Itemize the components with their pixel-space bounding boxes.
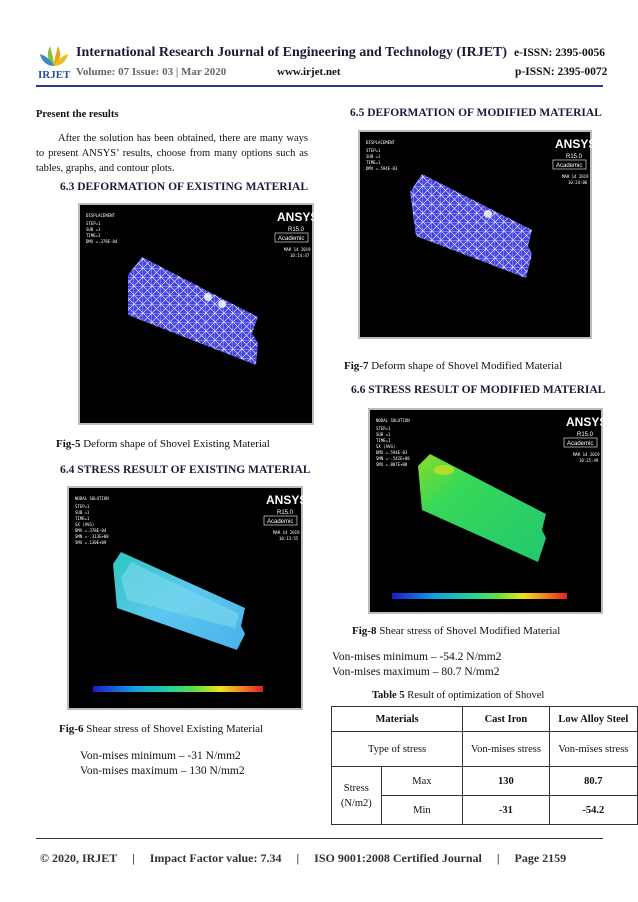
fig7-caption-text: Deform shape of Shovel Modified Material [371,360,563,372]
fig7-image [358,130,597,339]
fig7-caption [344,360,562,372]
fig5-clock: 10:14:47 [290,253,310,258]
fig6-academic: Academic [267,519,294,525]
footer-iso: ISO 9001:2008 Certified Journal [314,851,482,865]
section-6-4-heading: 6.4 STRESS RESULT OF EXISTING MATERIAL [60,464,311,476]
fig8-image [368,408,608,614]
fig7-label: Fig-7 [344,360,369,372]
fig7-title: DISPLACEMENT [366,140,395,145]
footer: © 2020, IRJET | Impact Factor value: 7.34 | ISO 9001:2008 Certified Journal | Page 2159 [40,851,567,865]
fig7-dmx: DMX =.594E-03 [366,166,398,171]
fig8-step: STEP=1 [376,426,391,431]
section-6-6-heading: 6.6 STRESS RESULT OF MODIFIED MATERIAL [351,384,606,396]
fig8-academic: Academic [567,441,594,447]
journal-title: International Research Journal of Engineering and Technology (IRJET) [76,45,508,60]
fig8-sub: SUB =1 [376,432,391,437]
fig6-caption [59,723,263,735]
fig5-sub: SUB =1 [86,227,101,232]
min-label: Min [381,796,462,825]
existing-vonmises-min: Von-mises minimum – -31 N/mm2 [80,750,241,762]
fig8-title: NODAL SOLUTION [376,418,410,423]
min-cast-iron: -31 [463,796,549,825]
fig7-step: STEP=1 [366,148,381,153]
type-of-stress-label: Type of stress [332,732,463,767]
modified-vonmises-max: Von-mises maximum – 80.7 N/mm2 [332,666,500,678]
col-materials: Materials [332,707,463,732]
irjet-logo [38,42,70,82]
fig6-date: MAR 14 2019 [273,530,300,535]
fig8-legend-bar [392,593,567,599]
fig7-release: R15.0 [566,154,583,160]
section-6-5-heading: 6.5 DEFORMATION OF MODIFIED MATERIAL [350,107,602,119]
fig8-line-3: SMN =-.542E+08 [376,456,410,461]
fig5-caption-text: Deform shape of Shovel Existing Material [83,438,270,450]
present-results-heading: Present the results [36,109,119,120]
fig6-line-1: SX (AVG) [75,522,95,527]
pissn: p-ISSN: 2395-0072 [515,66,608,78]
fig5-time-step: TIME=1 [86,233,101,238]
present-results-paragraph [36,131,308,176]
header-divider [36,85,603,87]
footer-page: Page 2159 [514,851,567,865]
fig6-clock: 10:13:55 [279,536,299,541]
max-cast-iron: 130 [463,767,549,796]
logo-text: IRJET [38,69,71,81]
modified-vonmises [332,650,501,680]
fig7-academic: Academic [556,163,583,169]
fig6-sub: SUB =1 [75,510,90,515]
fig6-step: STEP=1 [75,504,90,509]
stress-unit-label: Stress (N/m2) [332,767,382,825]
fig7-ansys-brand: ANSYS [555,137,597,151]
table5-caption-text: Result of optimization of Shovel [407,690,545,701]
present-results-text: After the solution has been obtained, there are many ways to present ANSYS’ results, choose from many options such as tables, graphs, and contour plots. [36,133,308,174]
volume-issue: Volume: 07 Issue: 03 | Mar 2020 [76,66,227,78]
fig6-line-4: SMX =.130E+09 [75,540,107,545]
col-cast-iron: Cast Iron [463,707,549,732]
fig8-clock: 10:25:49 [579,458,599,463]
fig5-dmx: DMX =.378E-04 [86,239,118,244]
fig7-clock: 10:24:06 [568,180,588,185]
fig8-date: MAR 14 2019 [573,452,600,457]
table5-caption [372,690,544,701]
fig6-caption-text: Shear stress of Shovel Existing Material [86,723,264,735]
fig6-image [67,486,308,710]
optimization-table [331,706,638,825]
fig5-date: MAR 14 2019 [284,247,311,252]
fig5-step: STEP=1 [86,221,101,226]
fig6-ansys-brand: ANSYS [266,493,308,507]
fig5-academic: Academic [278,236,305,242]
fig8-ansys-brand: ANSYS [566,415,608,429]
type-low-alloy: Von-mises stress [549,732,637,767]
fig6-label: Fig-6 [59,723,84,735]
fig8-release: R15.0 [577,432,594,438]
fig5-caption [56,438,270,450]
eissn: e-ISSN: 2395-0056 [514,47,606,59]
col-low-alloy-steel: Low Alloy Steel [549,707,637,732]
max-label: Max [381,767,462,796]
fig8-caption-text: Shear stress of Shovel Modified Material [379,625,561,637]
fig5-title: DISPLACEMENT [86,213,115,218]
fig6-release: R15.0 [277,510,294,516]
section-6-3-heading: 6.3 DEFORMATION OF EXISTING MATERIAL [60,181,309,193]
fig8-caption [352,625,560,637]
fig8-label: Fig-8 [352,625,377,637]
footer-copyright: © 2020, IRJET [40,851,118,865]
existing-vonmises-max: Von-mises maximum – 130 N/mm2 [80,765,245,777]
fig5-label: Fig-5 [56,438,81,450]
fig6-title: NODAL SOLUTION [75,496,109,501]
fig6-legend-bar [93,686,263,692]
fig5-image [78,203,319,425]
fig8-line-2: DMX =.594E-03 [376,450,408,455]
fig7-date: MAR 14 2019 [562,174,589,179]
fig8-line-1: SX (AVG) [376,444,396,449]
fig5-release: R15.0 [288,227,305,233]
fig6-time-step: TIME=1 [75,516,90,521]
footer-divider [36,838,603,839]
fig7-sub: SUB =1 [366,154,381,159]
website-link[interactable]: www.irjet.net [277,66,341,78]
fig6-line-2: DMX =.378E-04 [75,528,107,533]
fig5-mesh [128,257,258,365]
existing-vonmises [80,749,245,779]
modified-vonmises-min: Von-mises minimum – -54.2 N/mm2 [332,651,502,663]
fig8-line-4: SMX =.807E+08 [376,462,408,467]
fig7-mesh [410,174,532,278]
fig7-time-step: TIME=1 [366,160,381,165]
fig6-line-3: SMN =-.313E+08 [75,534,109,539]
fig5-ansys-brand: ANSYS [277,210,319,224]
min-low-alloy: -54.2 [549,796,637,825]
fig8-time-step: TIME=1 [376,438,391,443]
footer-impact: Impact Factor value: 7.34 [149,851,282,865]
table5-label: Table 5 [372,690,405,701]
max-low-alloy: 80.7 [549,767,637,796]
type-cast-iron: Von-mises stress [463,732,549,767]
